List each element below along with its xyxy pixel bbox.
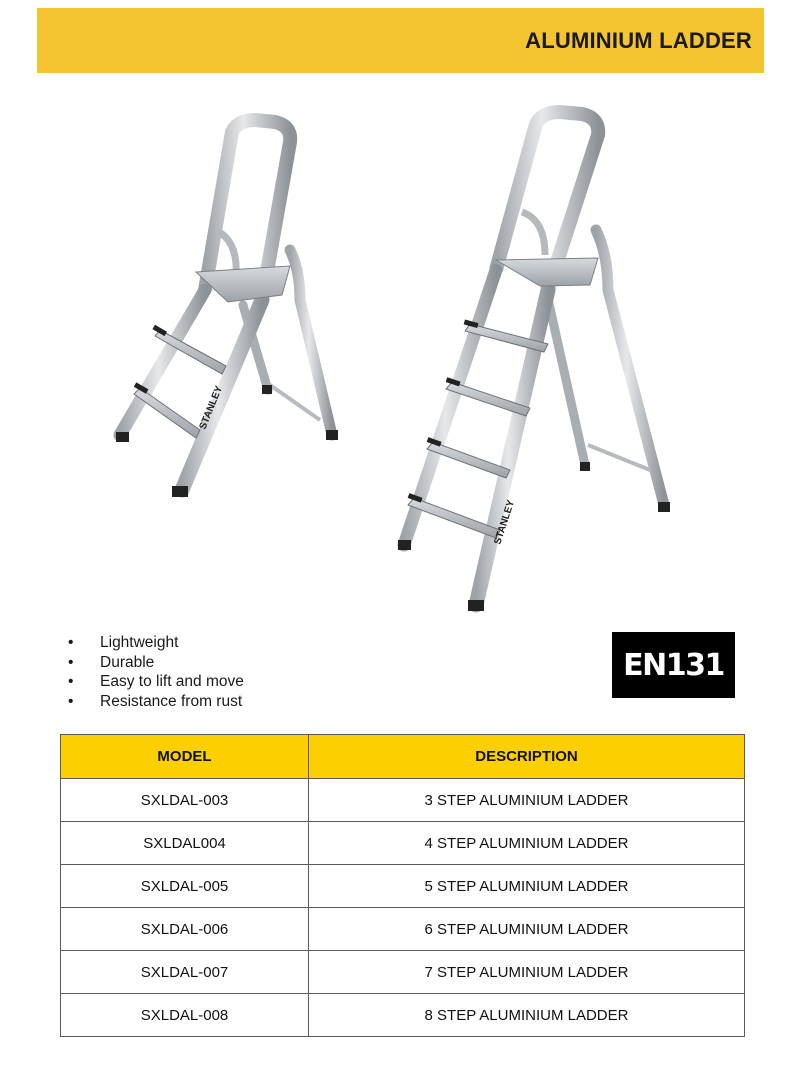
feature-item: • Durable: [68, 653, 155, 671]
table-row: [61, 822, 745, 865]
table-row: [61, 994, 745, 1037]
model-cell: SXLDAL004: [61, 822, 309, 865]
model-cell: SXLDAL-006: [61, 908, 309, 951]
table-row: [61, 865, 745, 908]
page-title: ALUMINIUM LADDER: [525, 28, 752, 53]
description-cell: 8 STEP ALUMINIUM LADDER: [309, 994, 745, 1037]
table-row: [61, 779, 745, 822]
large-ladder-image: [398, 112, 670, 611]
description-cell: 3 STEP ALUMINIUM LADDER: [309, 779, 745, 822]
description-column-header: DESCRIPTION: [309, 735, 745, 779]
table-row: [61, 951, 745, 994]
table-row: [61, 908, 745, 951]
table-header-row: [61, 735, 745, 779]
description-cell: 4 STEP ALUMINIUM LADDER: [309, 822, 745, 865]
header-banner: [37, 8, 764, 73]
large-ladder-brand: STANLEY: [492, 498, 518, 546]
feature-item: • Resistance from rust: [68, 692, 243, 710]
feature-item: • Lightweight: [68, 634, 179, 651]
certification-badge: EN131: [612, 632, 735, 698]
small-ladder-brand: STANLEY: [197, 384, 225, 432]
description-cell: 5 STEP ALUMINIUM LADDER: [309, 865, 745, 908]
model-table: [60, 734, 745, 1037]
small-ladder-image: [116, 120, 338, 497]
model-cell: SXLDAL-005: [61, 865, 309, 908]
feature-list: [68, 633, 244, 711]
description-cell: 7 STEP ALUMINIUM LADDER: [309, 951, 745, 994]
model-cell: SXLDAL-003: [61, 779, 309, 822]
product-images: [0, 90, 800, 630]
description-cell: 6 STEP ALUMINIUM LADDER: [309, 908, 745, 951]
model-column-header: MODEL: [61, 735, 309, 779]
feature-item: • Easy to lift and move: [68, 673, 244, 691]
model-cell: SXLDAL-007: [61, 951, 309, 994]
model-cell: SXLDAL-008: [61, 994, 309, 1037]
